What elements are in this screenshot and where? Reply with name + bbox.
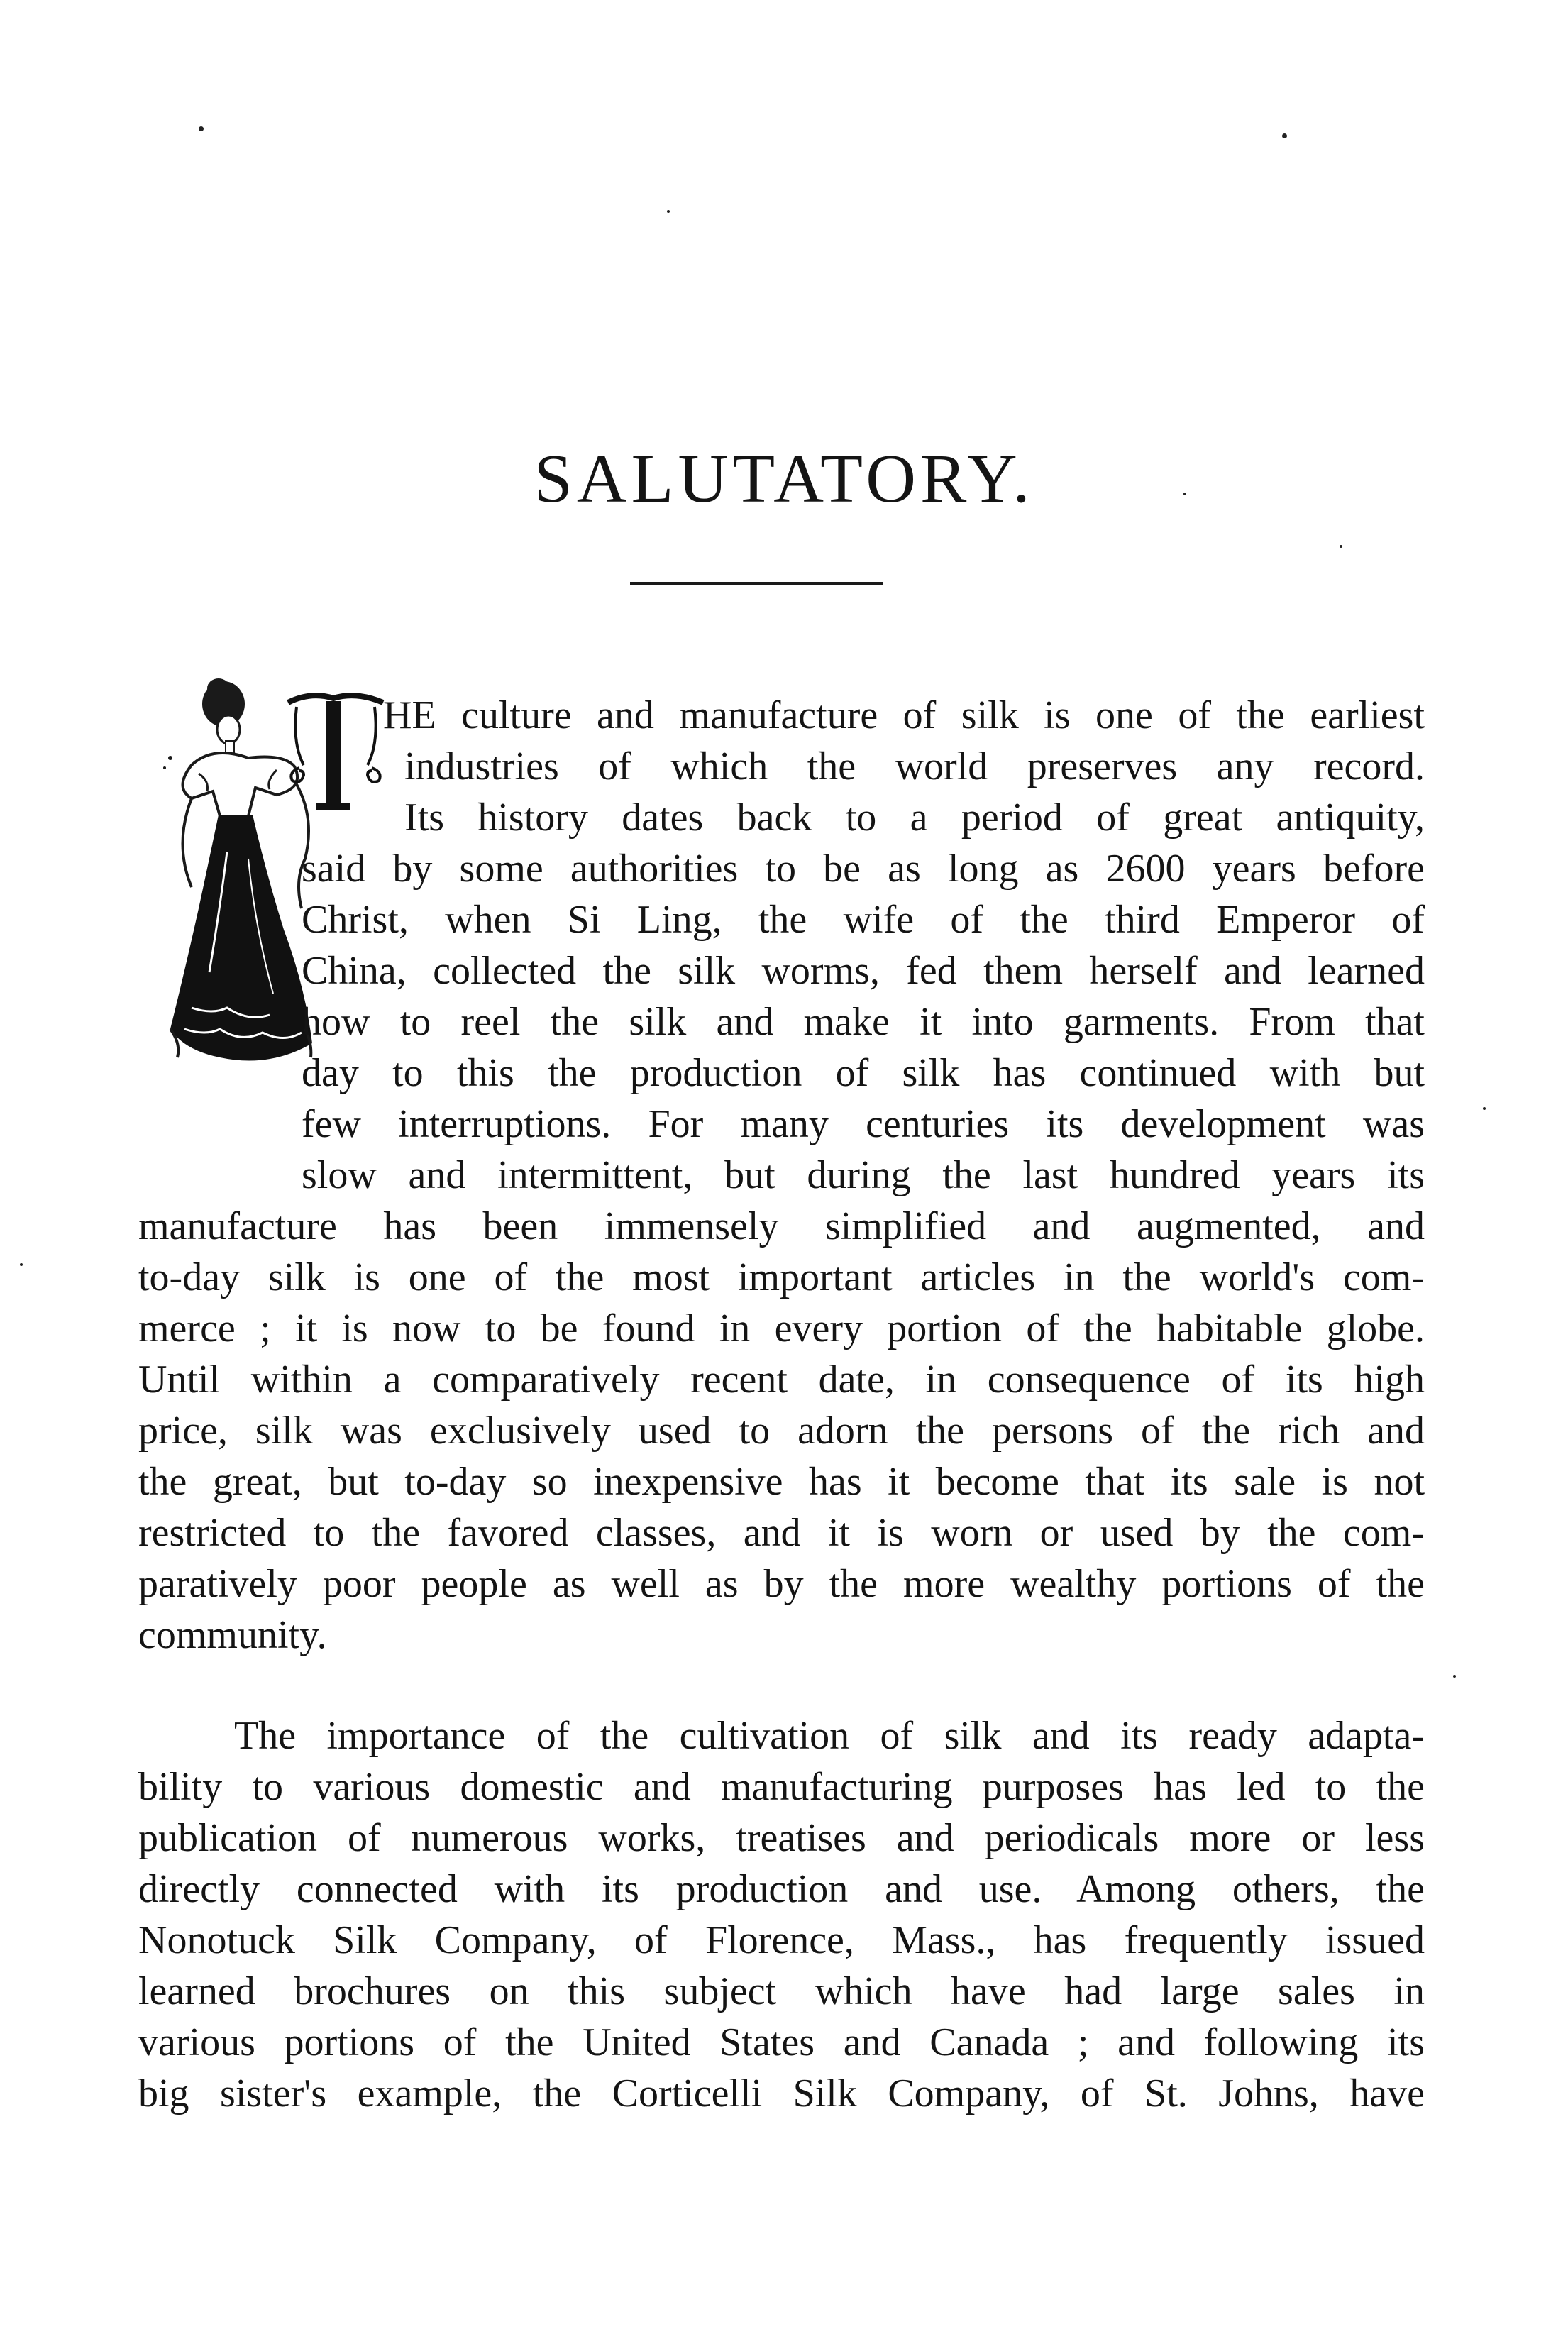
print-speck [1340,545,1342,548]
text-line: directly connected with its production and use. Among others, the [138,1867,1425,1911]
print-speck [1453,1675,1456,1678]
page-title: SALUTATORY. [534,440,1034,517]
text-line: slow and intermittent, but during the last hundred years its [302,1153,1425,1197]
text-line: Christ, when Si Ling, the wife of the third Emperor of [302,898,1425,942]
text-line: The importance of the cultivation of silk and its ready adapta- [234,1714,1425,1758]
text-line: price, silk was exclusively used to adorn the persons of the rich and [138,1409,1425,1453]
text-line: the great, but to-day so inexpensive has it become that its sale is not [138,1460,1425,1504]
text-line: community. [138,1613,327,1657]
text-line: Until within a comparatively recent date, in consequence of its high [138,1358,1425,1402]
text-line: big sister's example, the Corticelli Silk Company, of St. Johns, have [138,2072,1425,2116]
print-speck [199,126,204,131]
text-line: to-day silk is one of the most important articles in the world's com- [138,1255,1425,1299]
text-line: HE culture and manufacture of silk is one of the earliest [383,693,1425,737]
text-line: learned brochures on this subject which have had large sales in [138,1969,1425,2013]
text-line: paratively poor people as well as by the more wealthy portions of the [138,1562,1425,1606]
print-speck [20,1263,23,1266]
text-line: Its history dates back to a period of great antiquity, [404,796,1425,840]
text-line: said by some authorities to be as long as 2600 years before [302,847,1425,891]
text-line: bility to various domestic and manufacturing purposes has led to the [138,1765,1425,1809]
text-line: how to reel the silk and make it into garments. From that [302,1000,1425,1044]
text-line: merce ; it is now to be found in every portion of the habitable globe. [138,1306,1425,1350]
text-line: Nonotuck Silk Company, of Florence, Mass., has frequently issued [138,1918,1425,1962]
text-line: China, collected the silk worms, fed them herself and learned [302,949,1425,993]
title-rule [630,582,883,585]
text-line: few interruptions. For many centuries its development was [302,1102,1425,1146]
text-line: industries of which the world preserves any record. [404,744,1425,788]
print-speck [667,210,670,213]
print-speck [1282,133,1287,138]
text-line: publication of numerous works, treatises and periodicals more or less [138,1816,1425,1860]
text-line: manufacture has been immensely simplified and augmented, and [138,1204,1425,1248]
drop-cap-t-icon [282,687,389,815]
print-speck [1483,1107,1486,1110]
text-line: restricted to the favored classes, and it is worn or used by the com- [138,1511,1425,1555]
text-line: day to this the production of silk has continued with but [302,1051,1425,1095]
text-line: various portions of the United States and Canada ; and following its [138,2020,1425,2064]
